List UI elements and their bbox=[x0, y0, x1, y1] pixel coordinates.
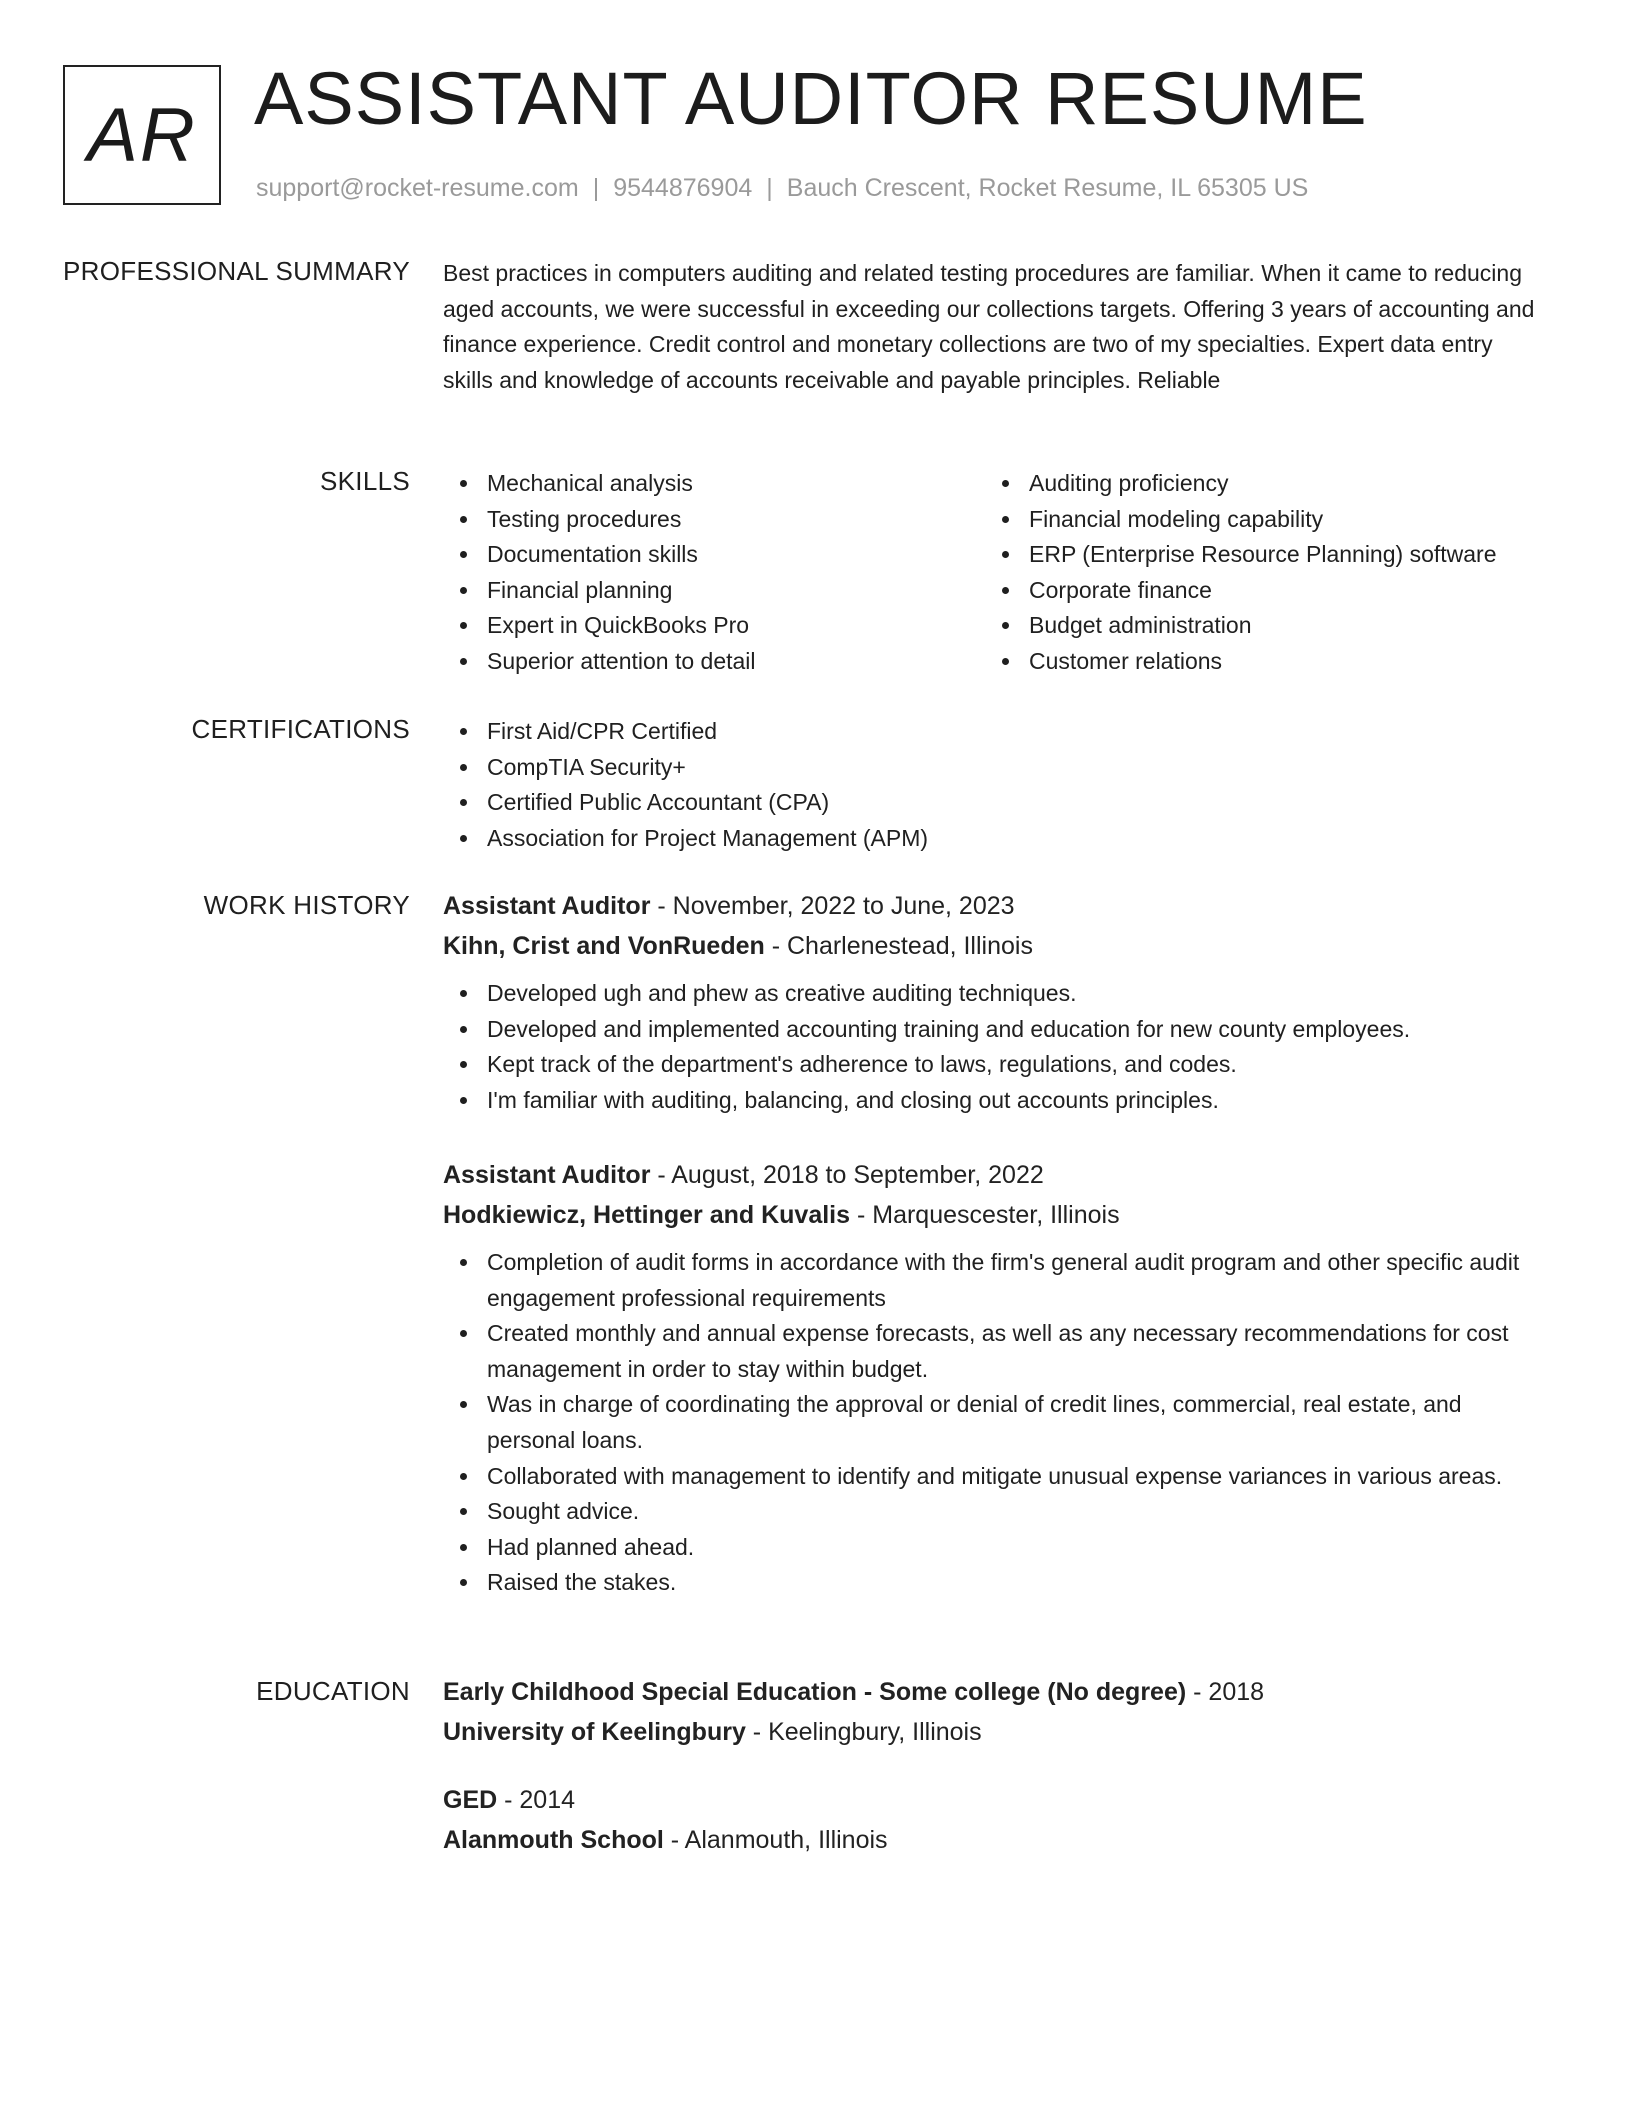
section-label-work-history: WORK HISTORY bbox=[203, 890, 410, 920]
certification-item: Association for Project Management (APM) bbox=[443, 821, 1543, 857]
skill-item: Financial modeling capability bbox=[985, 502, 1543, 538]
skill-item: ERP (Enterprise Resource Planning) software bbox=[985, 537, 1543, 573]
education-school-line bbox=[443, 1820, 1543, 1860]
skill-item: Auditing proficiency bbox=[985, 466, 1543, 502]
skill-item: Budget administration bbox=[985, 608, 1543, 644]
job-location: - Marquescester, Illinois bbox=[850, 1201, 1120, 1229]
section-label-summary: PROFESSIONAL SUMMARY bbox=[63, 256, 410, 286]
job-title-line bbox=[443, 886, 1543, 926]
job-bullet: I'm familiar with auditing, balancing, and closing out accounts principles. bbox=[443, 1083, 1543, 1119]
certification-item: Certified Public Accountant (CPA) bbox=[443, 785, 1543, 821]
contact-separator: | bbox=[766, 174, 773, 202]
contact-separator: | bbox=[592, 174, 600, 202]
skill-item: Documentation skills bbox=[443, 537, 985, 573]
job-bullets bbox=[443, 1245, 1543, 1601]
section-label-education: EDUCATION bbox=[256, 1676, 410, 1706]
contact-address: Bauch Crescent, Rocket Resume, IL 65305 US bbox=[786, 174, 1309, 202]
job-bullets bbox=[443, 976, 1543, 1118]
certification-item: First Aid/CPR Certified bbox=[443, 714, 1543, 750]
section-label-skills: SKILLS bbox=[320, 466, 410, 496]
education-location: - Alanmouth, Illinois bbox=[663, 1826, 888, 1854]
skill-item: Corporate finance bbox=[985, 573, 1543, 609]
certification-item: CompTIA Security+ bbox=[443, 750, 1543, 786]
job-bullet: Developed and implemented accounting training and education for new county employees. bbox=[443, 1012, 1543, 1048]
job-bullet: Completion of audit forms in accordance with the firm's general audit program and other specific audit engagement professional requirements bbox=[443, 1245, 1543, 1316]
education-degree: Early Childhood Special Education - Some college (No degree) bbox=[443, 1678, 1187, 1706]
education-entry bbox=[443, 1780, 1543, 1860]
skill-item: Mechanical analysis bbox=[443, 466, 985, 502]
contact-line bbox=[256, 172, 1308, 204]
job-company-line bbox=[443, 926, 1543, 966]
skill-item: Testing procedures bbox=[443, 502, 985, 538]
contact-email[interactable]: support@rocket-resume.com bbox=[256, 174, 579, 202]
education-school: Alanmouth School bbox=[443, 1826, 664, 1854]
job-entry bbox=[443, 886, 1543, 1118]
job-bullet: Developed ugh and phew as creative auditing techniques. bbox=[443, 976, 1543, 1012]
monogram-initials: AR bbox=[87, 92, 197, 178]
job-title: Assistant Auditor bbox=[443, 892, 651, 920]
job-title-line bbox=[443, 1155, 1543, 1195]
skill-item: Superior attention to detail bbox=[443, 644, 985, 680]
education-entry bbox=[443, 1672, 1543, 1752]
summary-text: Best practices in computers auditing and related testing procedures are familiar. When it came to reducing aged accounts, we were successful in exceeding our collections targets. Offering 3 years of accounting and finance experience. Credit control and monetary collections are two of my specialties. Expert data entry skills and knowledge of accounts receivable and payable principles. Reliable bbox=[443, 260, 1535, 393]
education-school-line bbox=[443, 1712, 1543, 1752]
education-degree-line bbox=[443, 1780, 1543, 1820]
skill-item: Financial planning bbox=[443, 573, 985, 609]
job-company: Hodkiewicz, Hettinger and Kuvalis bbox=[443, 1201, 851, 1229]
skills-column-right bbox=[985, 466, 1543, 680]
skill-item: Expert in QuickBooks Pro bbox=[443, 608, 985, 644]
summary-section bbox=[443, 256, 1543, 398]
certifications-section bbox=[443, 714, 1543, 856]
education-year: - 2014 bbox=[497, 1786, 576, 1814]
education-year: - 2018 bbox=[1186, 1678, 1265, 1706]
job-entry bbox=[443, 1155, 1543, 1601]
job-bullet: Was in charge of coordinating the approval or denial of credit lines, commercial, real estate, and personal loans. bbox=[443, 1387, 1543, 1458]
job-title: Assistant Auditor bbox=[443, 1161, 651, 1189]
monogram-box bbox=[63, 65, 221, 205]
education-location: - Keelingbury, Illinois bbox=[745, 1718, 982, 1746]
job-bullet: Raised the stakes. bbox=[443, 1565, 1543, 1601]
skills-grid bbox=[443, 466, 1543, 680]
education-school: University of Keelingbury bbox=[443, 1718, 746, 1746]
job-location: - Charlenestead, Illinois bbox=[764, 932, 1033, 960]
job-dates: - November, 2022 to June, 2023 bbox=[650, 892, 1015, 920]
job-bullet: Kept track of the department's adherence to laws, regulations, and codes. bbox=[443, 1047, 1543, 1083]
job-company-line bbox=[443, 1195, 1543, 1235]
job-company: Kihn, Crist and VonRueden bbox=[443, 932, 765, 960]
skills-section bbox=[443, 466, 1543, 680]
job-bullet: Had planned ahead. bbox=[443, 1530, 1543, 1566]
education-degree: GED bbox=[443, 1786, 498, 1814]
section-label-certifications: CERTIFICATIONS bbox=[191, 714, 410, 744]
job-bullet: Collaborated with management to identify and mitigate unusual expense variances in various areas. bbox=[443, 1459, 1543, 1495]
job-bullet: Sought advice. bbox=[443, 1494, 1543, 1530]
skills-column-left bbox=[443, 466, 985, 680]
education-degree-line bbox=[443, 1672, 1543, 1712]
job-bullet: Created monthly and annual expense forecasts, as well as any necessary recommendations for cost management in order to stay within budget. bbox=[443, 1316, 1543, 1387]
contact-phone[interactable]: 9544876904 bbox=[613, 174, 753, 202]
resume-title: ASSISTANT AUDITOR RESUME bbox=[254, 57, 1368, 140]
certifications-list bbox=[443, 714, 1543, 856]
skill-item: Customer relations bbox=[985, 644, 1543, 680]
job-dates: - August, 2018 to September, 2022 bbox=[650, 1161, 1044, 1189]
